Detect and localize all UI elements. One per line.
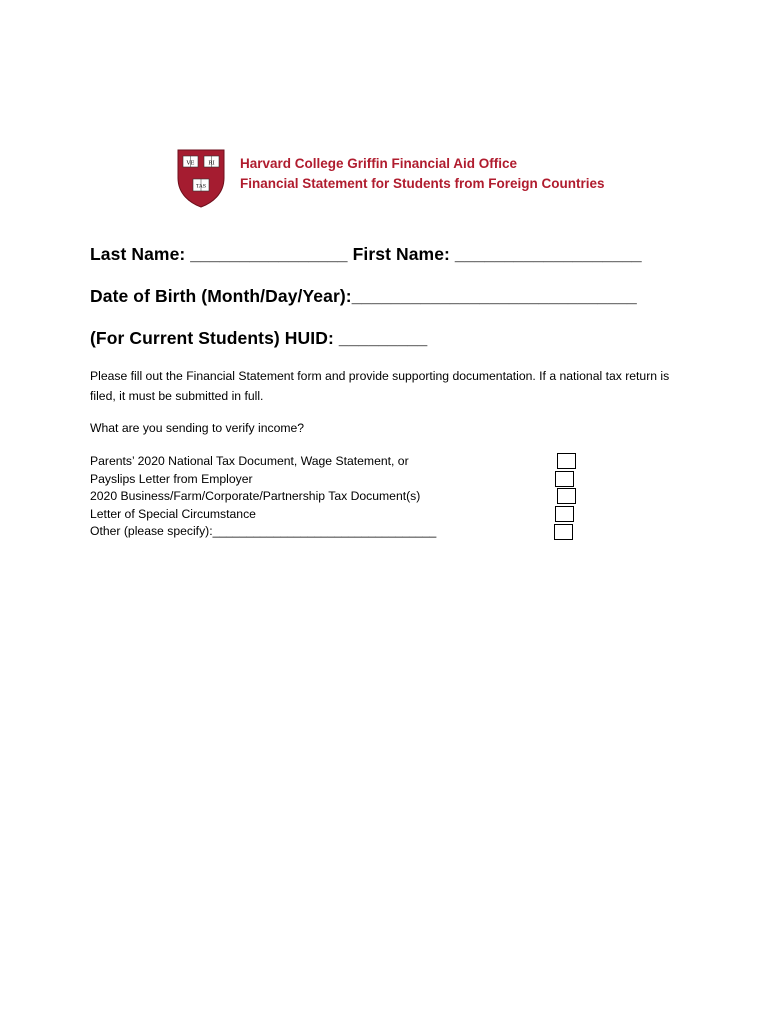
option-business-tax: 2020 Business/Farm/Corporate/Partnership Tax Document(s) — [90, 489, 421, 503]
header — [240, 154, 605, 194]
header-subtitle: Financial Statement for Students from Foreign Countries — [240, 176, 605, 191]
first-name-field[interactable]: First Name: ___________________ — [352, 244, 642, 264]
option-special-circumstance: Letter of Special Circumstance — [90, 506, 256, 521]
huid-field[interactable]: (For Current Students) HUID: _________ — [90, 328, 428, 348]
logo-text-ve: VE — [186, 160, 195, 167]
last-name-field[interactable]: Last Name: ________________ — [90, 244, 348, 264]
date-of-birth-field[interactable]: Date of Birth (Month/Day/Year):_____________________________ — [90, 286, 637, 306]
checkbox-other[interactable] — [554, 524, 573, 540]
logo-text-tas: TAS — [195, 183, 207, 190]
instructions-text: Please fill out the Financial Statement form and provide supporting documentation. If a national tax return is filed, it must be submitted in full. — [90, 369, 670, 403]
name-row — [90, 244, 642, 265]
checkbox-payslips[interactable] — [555, 471, 574, 487]
option-other: Other (please specify):_________________________________ — [90, 524, 437, 538]
checkbox-tax-document[interactable] — [557, 453, 576, 469]
option-payslips: Payslips Letter from Employer — [90, 471, 253, 486]
checkbox-business-tax[interactable] — [557, 488, 576, 504]
income-options-list — [90, 453, 436, 541]
income-question: What are you sending to verify income? — [90, 421, 305, 435]
logo-text-ri: RI — [208, 160, 215, 167]
harvard-shield-logo — [176, 148, 226, 208]
option-tax-document: Parents’ 2020 National Tax Document, Wage Statement, or — [90, 454, 409, 468]
header-title: Harvard College Griffin Financial Aid Office — [240, 156, 518, 171]
checkbox-special-circumstance[interactable] — [555, 506, 574, 522]
